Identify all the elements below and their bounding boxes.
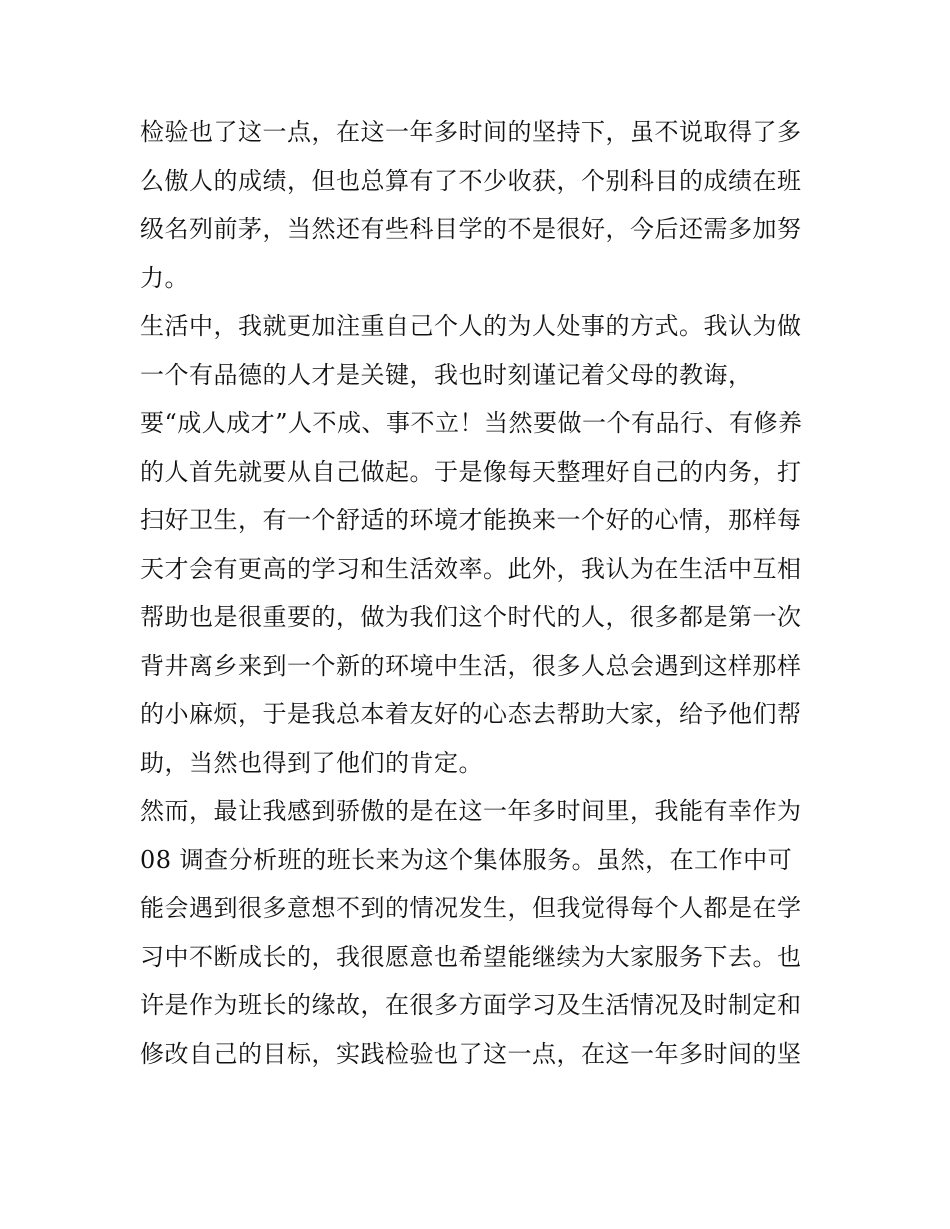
text-line: 助，当然也得到了他们的肯定。: [140, 748, 483, 777]
text-line: 许是作为班长的缘故，在很多方面学习及生活情况及时制定和: [140, 991, 802, 1019]
text-line: 能会遇到很多意想不到的情况发生，但我觉得每个人都是在学: [140, 894, 802, 922]
text-line: 背井离乡来到一个新的环境中生活，很多人总会遇到这样那样: [140, 651, 802, 680]
text-line: 生活中，我就更加注重自己个人的为人处事的方式。我认为做: [140, 312, 802, 340]
text-line: 级名列前茅，当然还有些科目学的不是很好，今后还需多加努: [140, 215, 802, 243]
text-line: 然而，最让我感到骄傲的是在这一年多时间里，我能有幸作为: [140, 797, 802, 825]
text-line: 要“成人成才”人不成、事不立！当然要做一个有品行、有修养: [140, 409, 803, 437]
text-line: 力。: [140, 263, 189, 292]
text-line: 么傲人的成绩，但也总算有了不少收获，个别科目的成绩在班: [140, 166, 802, 195]
text-line: 天才会有更高的学习和生活效率。此外，我认为在生活中互相: [140, 554, 802, 583]
text-line: 修改自己的目标，实践检验也了这一点，在这一年多时间的坚: [140, 1039, 802, 1068]
text-line: 帮助也是很重要的，做为我们这个时代的人，很多都是第一次: [140, 603, 802, 631]
text-line: 检验也了这一点，在这一年多时间的坚持下，虽不说取得了多: [140, 118, 802, 146]
body-text: [140, 108, 820, 1078]
text-line: 习中不断成长的，我很愿意也希望能继续为大家服务下去。也: [140, 942, 802, 971]
text-line: 的小麻烦，于是我总本着友好的心态去帮助大家，给予他们帮: [140, 700, 802, 728]
text-line: 扫好卫生，有一个舒适的环境才能换来一个好的心情，那样每: [140, 506, 802, 534]
text-line: 一个有品德的人才是关键，我也时刻谨记着父母的教诲，: [140, 360, 753, 389]
text-line: 的人首先就要从自己做起。于是像每天整理好自己的内务，打: [140, 457, 802, 486]
text-line: 08 调查分析班的班长来为这个集体服务。虽然，在工作中可: [140, 845, 793, 874]
